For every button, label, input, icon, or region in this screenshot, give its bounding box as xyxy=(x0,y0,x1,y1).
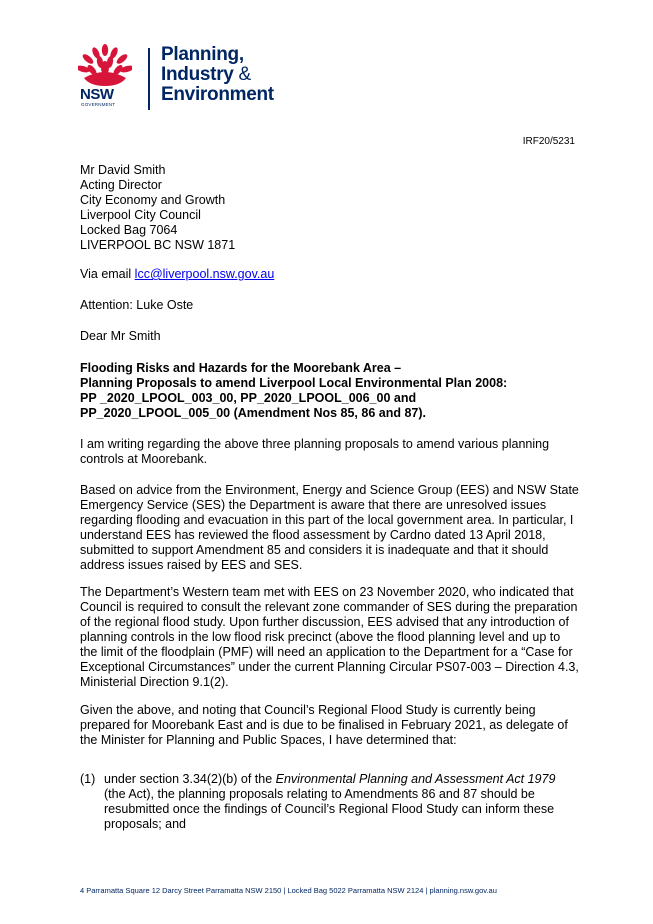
subject-line: PP_2020_LPOOL_005_00 (Amendment Nos 85, 86 and 87). xyxy=(80,406,426,420)
subject-line: Flooding Risks and Hazards for the Moorebank Area – xyxy=(80,361,402,375)
address-line: City Economy and Growth xyxy=(80,193,226,207)
list-item xyxy=(80,772,580,836)
page-footer: 4 Parramatta Square 12 Darcy Street Parramatta NSW 2150 | Locked Bag 5022 Parramatta NSW 2124 | planning.nsw.gov.au xyxy=(80,886,497,895)
reference-number: IRF20/5231 xyxy=(522,136,575,147)
government-wordmark: GOVERNMENT xyxy=(81,102,116,107)
department-name xyxy=(161,45,274,105)
email-link[interactable]: lcc@liverpool.nsw.gov.au xyxy=(134,267,275,281)
address-line: Acting Director xyxy=(80,178,162,192)
address-line: Locked Bag 7064 xyxy=(80,223,178,237)
dept-line-1: Planning, xyxy=(161,44,244,65)
subject-line: PP _2020_LPOOL_003_00, PP_2020_LPOOL_006_00 and xyxy=(80,391,417,405)
recipient-address xyxy=(80,163,580,253)
via-email-prefix: Via email xyxy=(80,267,135,281)
logo-divider xyxy=(148,48,150,110)
nsw-logo xyxy=(78,44,308,114)
waratah-icon xyxy=(78,44,132,88)
body-paragraph: Based on advice from the Environment, Energy and Science Group (EES) and NSW State Emergency Service (SES) the Department is aware that there are unresolved issues regarding flooding and evacuation in this part of the local government area. In particular, I understand EES has reviewed the flood assessment by Cardno dated 13 April 2018, submitted to support Amendment 85 and considers it is inadequate and that it should address issues raised by EES and SES. xyxy=(80,483,579,572)
dept-line-3: Environment xyxy=(161,84,274,105)
body-paragraph: Given the above, and noting that Council’s Regional Flood Study is currently being prepared for Moorebank East and is due to be finalised in February 2021, as delegate of the Minister for Planning and Public Spaces, I have determined that: xyxy=(80,703,568,747)
address-line: Liverpool City Council xyxy=(80,208,201,222)
dept-line-2: Industry & xyxy=(161,64,251,85)
body-paragraph: I am writing regarding the above three planning proposals to amend various planning controls at Moorebank. xyxy=(80,437,550,466)
body-paragraph: The Department’s Western team met with EES on 23 November 2020, who indicated that Council is required to consult the relevant zone commander of SES during the preparation of the regional flood study. Upon further discussion, EES advised that any introduction of planning controls in the low flood risk precinct (above the flood planning level and up to the limit of the floodplain (PMF) will need an application to the Department for a “Case for Exceptional Circumstances” under the current Planning Circular PS07-003 – Direction 4.3, Ministerial Direction 9.1(2). xyxy=(80,585,579,689)
attention-line: Attention: Luke Oste xyxy=(80,298,194,312)
list-text: under section 3.34(2)(b) of the Environmental Planning and Assessment Act 1979 (the Act), the planning proposals relating to Amendments 86 and 87 should be resubmitted once the findings of Council’s Regional Flood Study can inform these proposals; and xyxy=(104,772,556,831)
salutation: Dear Mr Smith xyxy=(80,329,161,343)
address-line: Mr David Smith xyxy=(80,163,166,177)
list-number: (1) xyxy=(80,772,96,786)
subject-line: Planning Proposals to amend Liverpool Local Environmental Plan 2008: xyxy=(80,376,508,390)
subject-heading xyxy=(80,361,580,421)
address-line: LIVERPOOL BC NSW 1871 xyxy=(80,238,236,252)
nsw-wordmark: NSW xyxy=(80,86,114,103)
via-email xyxy=(80,267,580,282)
